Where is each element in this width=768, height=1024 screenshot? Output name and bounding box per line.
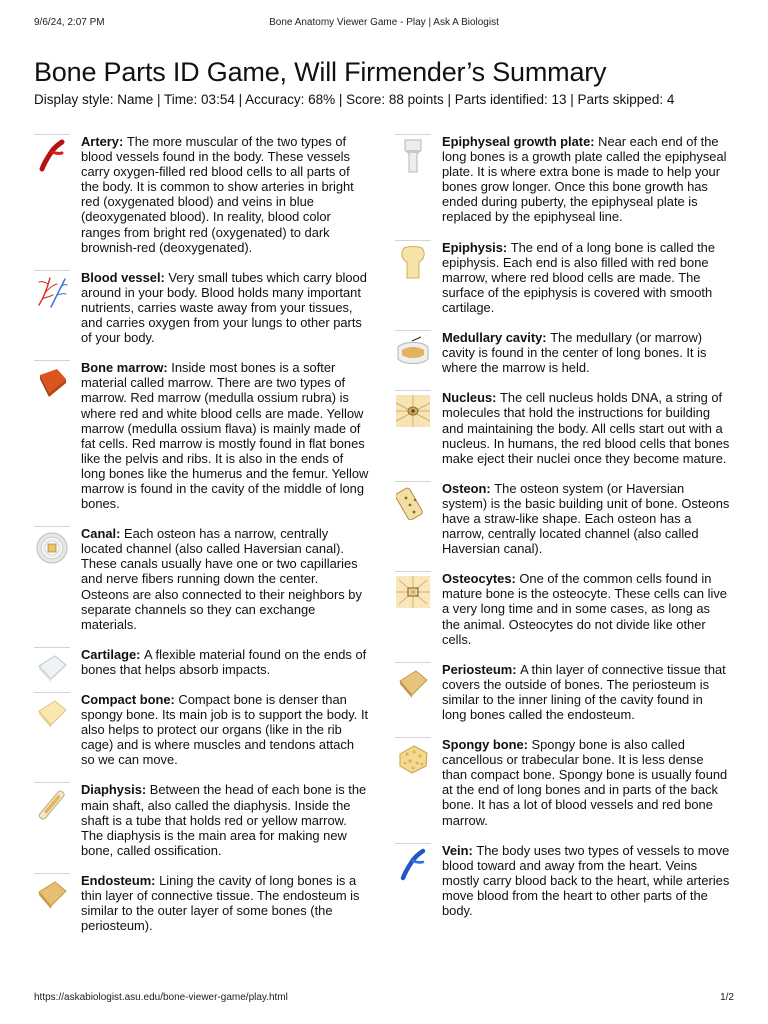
right-column <box>395 134 730 933</box>
entry-term: Canal: <box>81 526 124 542</box>
entry-term: Endosteum: <box>81 872 160 888</box>
epiphysis-icon[interactable] <box>395 240 431 276</box>
entry-bone-marrow <box>34 360 369 511</box>
entry-periosteum <box>395 662 730 722</box>
entry-compact-bone <box>34 692 369 767</box>
endosteum-icon[interactable] <box>34 873 70 909</box>
periosteum-icon[interactable] <box>395 662 431 698</box>
page-title: Bone Parts ID Game, Will Firmender’s Summary <box>34 57 607 87</box>
artery-icon[interactable] <box>34 134 70 170</box>
entry-medullary-cavity <box>395 330 730 375</box>
entry-nucleus <box>395 390 730 465</box>
entry-description: Inside most bones is a softer material called marrow. There are two types of marrow. Red marrow (medulla ossium rubra) is where red and white blood cells are made. Yellow marrow (medulla ossium flava) is mainly made of fat cells. Red marrow is mostly found in flat bones like the pelvis and ribs. It is also in the ends of long bones like the humerus and the femur. Yellow marrow is found in the cavity of the middle of long bones. <box>81 360 369 512</box>
blood-vessel-icon[interactable] <box>34 270 70 306</box>
entry-diaphysis <box>34 782 369 857</box>
entry-cartilage <box>34 647 369 677</box>
entry-description: The osteon system (or Haversian system) is the basic building unit of bone. Osteons have a straw-like shape. Each osteon has a narrow, centrally located channel (also called Haversian canal). <box>442 480 730 557</box>
print-footer <box>34 992 734 1006</box>
spongy-bone-icon[interactable] <box>395 737 431 773</box>
entry-term: Periosteum: <box>442 661 521 677</box>
entry-term: Spongy bone: <box>442 737 532 753</box>
entry-description: The medullary (or marrow) cavity is found in the center of long bones. It is where the marrow is held. <box>442 330 707 376</box>
entry-description: The cell nucleus holds DNA, a string of molecules that hold the instructions for building and maintaining the body. All cells start out with a nucleus. In humans, the red blood cells that bones make eject their nuclei once they become mature. <box>442 390 730 466</box>
entry-term: Blood vessel: <box>81 269 169 285</box>
entry-description: The end of a long bone is called the epiphysis. Each end is also filled with red bone marrow, where red blood cells are made. The surface of the epiphysis is covered with smooth cartilage. <box>442 239 716 315</box>
entry-endosteum <box>34 873 369 933</box>
entry-description: One of the common cells found in mature bone is the osteocyte. These cells can live a very long time and in some cases, as long as the animal. Osteocytes do not divide like other cells. <box>442 571 727 647</box>
entry-term: Vein: <box>442 842 477 858</box>
entry-blood-vessel <box>34 270 369 345</box>
print-date: 9/6/24, 2:07 PM <box>34 17 105 28</box>
entry-description: Spongy bone is also called cancellous or trabecular bone. It is less dense than compact bone. Spongy bone is usually found at the end of long bones and in parts of the back bone. It has a lot of blood vessels and red bone marrow. <box>442 737 728 828</box>
entry-description: The more muscular of the two types of blood vessels found in the body. These vessels carry oxygen-filled red blood cells to all parts of the body. It is common to show arteries in bright red (oxygenated blood) and veins in blue (deoxygenated blood). In reality, blood color ranges from bright red (oxygenated) to dark brownish-red (deoxygenated). <box>81 134 354 255</box>
entry-spongy-bone <box>395 737 730 828</box>
left-column <box>34 134 369 948</box>
entry-description: A thin layer of connective tissue that covers the outside of bones. The periosteum is similar to the inner lining of the cavity found in long bones called the endosteum. <box>442 661 726 722</box>
nucleus-icon[interactable] <box>395 390 431 426</box>
print-header <box>34 17 734 31</box>
entry-term: Nucleus: <box>442 390 501 406</box>
compact-bone-icon[interactable] <box>34 692 70 728</box>
entry-description: Between the head of each bone is the main shaft, also called the diaphysis. Inside the shaft is a tube that holds red or yellow marrow. The diaphysis is the main area for making new bone, called ossification. <box>81 782 367 858</box>
entry-description: Near each end of the long bones is a growth plate called the epiphyseal plate. It is where extra bone is made to help your bones grow longer. Once this bone growth has ended during puberty, the epiphyseal plate is replaced by the epiphyseal line. <box>442 134 727 225</box>
game-stats: Display style: Name | Time: 03:54 | Accuracy: 68% | Score: 88 points | Parts identified: 13 | Parts skipped: 4 <box>34 92 675 107</box>
entry-description: The body uses two types of vessels to move blood toward and away from the heart. Veins mostly carry blood back to the heart, while arteries move blood from the heart to other parts of the body. <box>442 842 730 919</box>
entry-canal <box>34 526 369 632</box>
entry-term: Compact bone: <box>81 692 179 707</box>
entry-term: Osteon: <box>442 480 495 496</box>
osteocytes-icon[interactable] <box>395 571 431 607</box>
entry-description: Very small tubes which carry blood around in your body. Blood holds many important nutrients, carries waste away from your tissues, and carries oxygen from your lungs to other parts of your body. <box>81 269 367 346</box>
entry-artery <box>34 134 369 255</box>
diaphysis-icon[interactable] <box>34 782 70 818</box>
print-url: https://askabiologist.asu.edu/bone-viewer-game/play.html <box>34 992 288 1003</box>
medullary-cavity-icon[interactable] <box>395 330 431 366</box>
entry-epiphyseal-growth-plate <box>395 134 730 225</box>
bone-marrow-icon[interactable] <box>34 360 70 396</box>
entry-term: Artery: <box>81 134 127 149</box>
entry-term: Medullary cavity: <box>442 330 551 346</box>
print-page-number: 1/2 <box>720 992 734 1003</box>
entry-vein <box>395 843 730 918</box>
entry-description: A flexible material found on the ends of bones that helps absorb impacts. <box>81 646 367 677</box>
entry-term: Diaphysis: <box>81 782 150 798</box>
entry-term: Epiphysis: <box>442 239 511 255</box>
osteon-icon[interactable] <box>395 481 431 517</box>
vein-icon[interactable] <box>395 843 431 879</box>
entry-description: Each osteon has a narrow, centrally located channel (also called Haversian canal). These canals usually have one or two capillaries and nerve fibers running down the center. Osteons are also connected to their neighbors by separate channels so they can exchange materials. <box>81 526 362 632</box>
entry-osteon <box>395 481 730 556</box>
entry-term: Epiphyseal growth plate: <box>442 134 599 149</box>
entry-description: Compact bone is denser than spongy bone. Its main job is to support the body. It also helps to protect our organs (like in the rib cage) and is where muscles and tendons attach so we can move. <box>81 692 369 768</box>
entry-osteocytes <box>395 571 730 646</box>
entry-term: Osteocytes: <box>442 571 520 587</box>
entry-term: Cartilage: <box>81 646 145 662</box>
entry-epiphysis <box>395 240 730 315</box>
print-page-title: Bone Anatomy Viewer Game - Play | Ask A Biologist <box>269 17 499 28</box>
entry-description: Lining the cavity of long bones is a thin layer of connective tissue. The endosteum is similar to the outer layer of some bones (the periosteum). <box>81 872 360 934</box>
epiphyseal-plate-icon[interactable] <box>395 134 431 170</box>
entry-term: Bone marrow: <box>81 360 172 376</box>
canal-icon[interactable] <box>34 526 70 562</box>
cartilage-icon[interactable] <box>34 647 70 683</box>
